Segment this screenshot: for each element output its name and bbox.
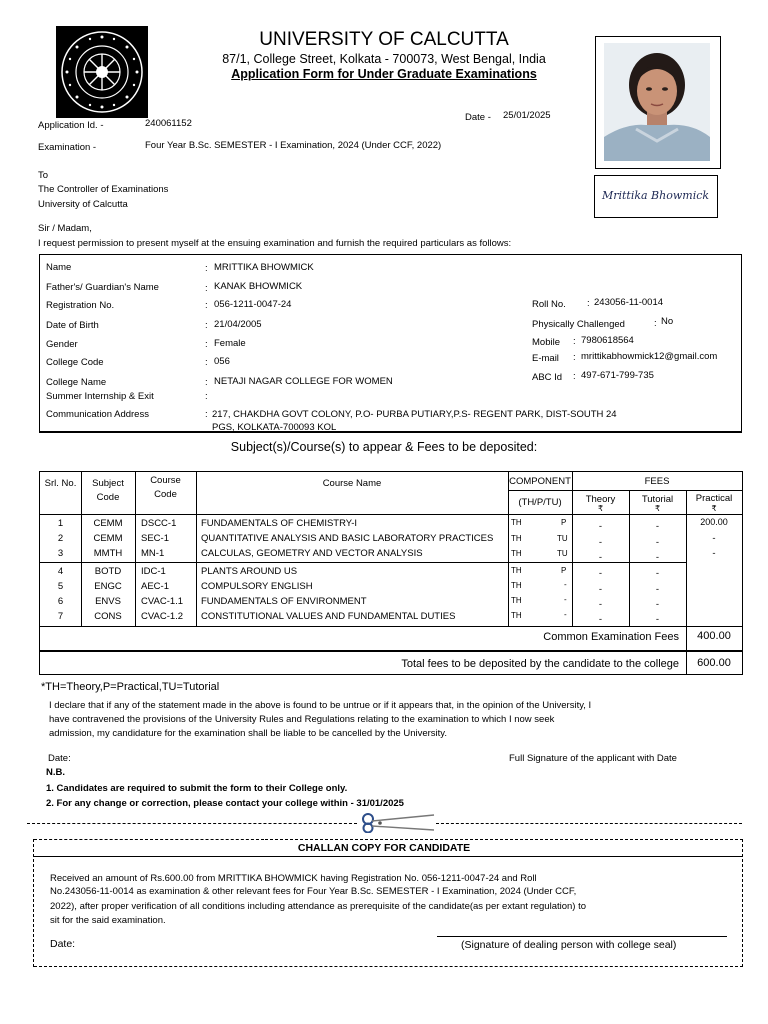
- row-tutorial: -: [655, 599, 660, 610]
- header-theory: Theory: [585, 494, 616, 505]
- table-line: [40, 650, 742, 652]
- challan-title: CHALLAN COPY FOR CANDIDATE: [297, 842, 471, 854]
- challan-line2: No.243056-11-0014 as examination & other relevant fees for Four Year B.Sc. SEMESTER - I Examination, 2024 (Under CCF,: [50, 886, 577, 897]
- row-comp1: TH: [511, 566, 522, 575]
- row-subject: ENVS: [95, 596, 121, 607]
- letter-to: To: [38, 170, 49, 181]
- row-theory: -: [598, 552, 603, 563]
- row-subject: ENGC: [94, 581, 122, 592]
- header-course: Course: [150, 475, 181, 486]
- row-practical: -: [712, 533, 716, 544]
- challan-title-divider: [34, 856, 742, 857]
- abc-id-value: 497-671-799-735: [581, 370, 654, 381]
- row-course: CVAC-1.1: [141, 596, 184, 607]
- row-subject: CONS: [94, 611, 122, 622]
- guardian-label: Father's/ Guardian's Name: [46, 282, 159, 293]
- row-srl: 4: [57, 566, 64, 577]
- row-course: CVAC-1.2: [141, 611, 184, 622]
- letter-addressee1: The Controller of Examinations: [38, 184, 169, 195]
- row-practical: -: [712, 548, 716, 559]
- date-value: 25/01/2025: [503, 110, 551, 121]
- row-course-name: CONSTITUTIONAL VALUES AND FUNDAMENTAL DUTIES: [201, 611, 456, 622]
- cut-line-right: [436, 823, 742, 824]
- registration-label: Registration No.: [46, 300, 115, 311]
- header-fees: FEES: [644, 476, 670, 487]
- declaration-line3: admission, my candidature for the examination shall be liable to be cancelled by the University.: [49, 728, 447, 739]
- form-title: Application Form for Under Graduate Examinations: [231, 67, 537, 81]
- row-tutorial: -: [655, 537, 660, 548]
- row-subject: MMTH: [93, 548, 123, 559]
- row-course: DSCC-1: [141, 518, 177, 529]
- row-comp1: TH: [511, 581, 522, 590]
- letter-request: I request permission to present myself at the ensuing examination and furnish the required particulars as follows:: [38, 238, 512, 249]
- header-course-name: Course Name: [322, 478, 382, 489]
- row-comp2: -: [564, 610, 567, 619]
- row-comp1: TH: [511, 518, 522, 527]
- challan-bottom: [34, 966, 743, 967]
- row-comp2: P: [561, 518, 567, 527]
- colon: :: [205, 377, 208, 388]
- row-course: SEC-1: [141, 533, 169, 544]
- row-course-name: CALCULAS, GEOMETRY AND VECTOR ANALYSIS: [201, 548, 423, 559]
- challan-left: [33, 839, 34, 967]
- row-comp2: -: [564, 595, 567, 604]
- examination-value: Four Year B.Sc. SEMESTER - I Examination, 2024 (Under CCF, 2022): [145, 140, 442, 151]
- header-component: COMPONENT: [509, 476, 571, 487]
- row-comp1: TH: [511, 611, 522, 620]
- guardian-value: KANAK BHOWMICK: [214, 281, 303, 292]
- row-theory: -: [598, 584, 603, 595]
- college-code-label: College Code: [46, 357, 104, 368]
- nb-item1: 1. Candidates are required to submit the form to their College only.: [46, 783, 348, 794]
- colon: :: [205, 283, 208, 294]
- row-comp2: -: [564, 580, 567, 589]
- colon: :: [205, 300, 208, 311]
- nb-title: N.B.: [46, 767, 65, 778]
- row-comp2: TU: [557, 534, 568, 543]
- challan-signature-label: (Signature of dealing person with college seal): [461, 939, 677, 951]
- row-subject: BOTD: [94, 566, 122, 577]
- challan-top: [34, 839, 264, 840]
- total-fee-label: Total fees to be deposited by the candidate to the college: [401, 658, 679, 670]
- total-fee-value: 600.00: [697, 657, 731, 669]
- row-course-name: COMPULSORY ENGLISH: [201, 581, 313, 592]
- table-line: [196, 472, 197, 626]
- row-course: AEC-1: [141, 581, 169, 592]
- application-id-label: Application Id. -: [38, 120, 104, 131]
- row-tutorial: -: [655, 584, 660, 595]
- colon: :: [205, 391, 208, 402]
- dob-label: Date of Birth: [46, 320, 99, 331]
- component-legend: *TH=Theory,P=Practical,TU=Tutorial: [41, 681, 220, 693]
- colon: :: [587, 298, 590, 309]
- challan-signature-line: [437, 936, 727, 937]
- table-line: [508, 472, 509, 626]
- mobile-label: Mobile: [532, 337, 560, 348]
- college-code-value: 056: [214, 356, 230, 367]
- cut-line-left: [27, 823, 357, 824]
- row-theory: -: [598, 537, 603, 548]
- table-line: [40, 514, 742, 515]
- row-subject: CEMM: [93, 533, 123, 544]
- college-name-value: NETAJI NAGAR COLLEGE FOR WOMEN: [214, 376, 393, 387]
- applicant-photo: [595, 36, 721, 169]
- colon: :: [205, 357, 208, 368]
- colon: :: [205, 339, 208, 350]
- common-fee-value: 400.00: [697, 630, 731, 642]
- colon: :: [205, 263, 208, 274]
- row-course: MN-1: [141, 548, 165, 559]
- table-line: [40, 626, 742, 627]
- date-label: Date -: [465, 112, 491, 123]
- applicant-signature: [594, 175, 718, 218]
- address-line2: PGS, KOLKATA-700093 KOL: [212, 422, 337, 431]
- subjects-heading: Subject(s)/Course(s) to appear & Fees to be deposited:: [230, 440, 538, 454]
- email-label: E-mail: [532, 353, 559, 364]
- row-course-name: QUANTITATIVE ANALYSIS AND BASIC LABORATORY PRACTICES: [201, 533, 494, 544]
- declaration-date-label: Date:: [48, 753, 71, 764]
- row-tutorial: -: [655, 521, 660, 532]
- header-practical: Practical: [695, 493, 733, 504]
- college-name-label: College Name: [46, 377, 107, 388]
- row-practical: 200.00: [700, 517, 728, 527]
- row-comp1: TH: [511, 596, 522, 605]
- rupee-symbol: ₹: [597, 504, 604, 513]
- row-tutorial: -: [655, 568, 660, 579]
- colon: :: [573, 371, 576, 382]
- signature-text: Mrittika Bhowmick: [601, 189, 710, 202]
- letter-salutation: Sir / Madam,: [38, 223, 92, 234]
- header-tutorial: Tutorial: [641, 494, 674, 505]
- row-srl: 3: [57, 548, 64, 559]
- row-theory: -: [598, 599, 603, 610]
- email-value: mrittikabhowmick12@gmail.com: [581, 351, 718, 362]
- letter-addressee2: University of Calcutta: [38, 199, 128, 210]
- row-comp2: TU: [557, 549, 568, 558]
- physically-challenged-value: No: [661, 316, 674, 327]
- header-course-code: Code: [154, 489, 177, 500]
- rupee-symbol: ₹: [711, 504, 717, 513]
- details-box: [39, 254, 742, 432]
- colon: :: [573, 336, 576, 347]
- colon: :: [654, 318, 657, 329]
- physically-challenged-label: Physically Challenged: [532, 319, 625, 330]
- row-comp2: P: [561, 566, 567, 575]
- scissors-icon: [358, 813, 436, 833]
- row-course-name: FUNDAMENTALS OF CHEMISTRY-I: [201, 518, 358, 529]
- abc-id-label: ABC Id: [532, 372, 563, 383]
- dob-value: 21/04/2005: [214, 319, 262, 330]
- mobile-value: 7980618564: [581, 335, 634, 346]
- row-subject: CEMM: [93, 518, 123, 529]
- header-subject: Subject: [92, 478, 124, 489]
- row-comp1: TH: [511, 534, 522, 543]
- roll-value: 243056-11-0014: [594, 297, 664, 308]
- address-label: Communication Address: [46, 409, 149, 420]
- challan-line4: sit for the said examination.: [50, 915, 166, 926]
- row-theory: -: [598, 521, 603, 532]
- challan-line1: Received an amount of Rs.600.00 from MRITTIKA BHOWMICK having Registration No. 056-1211-0047-24 and Roll: [50, 873, 537, 884]
- internship-label: Summer Internship & Exit: [46, 391, 154, 402]
- declaration-line2: have contravened the provisions of the University Rules and Regulations relating to the examination to which I now seek: [49, 714, 555, 725]
- row-srl: 6: [57, 596, 64, 607]
- header-subject-code: Code: [96, 492, 120, 503]
- colon: :: [573, 352, 576, 363]
- declaration-line1: I declare that if any of the statement made in the above is found to be untrue or if it appears that, in the opinion of the University, I: [49, 700, 592, 711]
- university-title: UNIVERSITY OF CALCUTTA: [259, 29, 509, 50]
- name-value: MRITTIKA BHOWMICK: [214, 262, 314, 273]
- table-line: [508, 490, 742, 491]
- details-box-bottom: [39, 431, 742, 433]
- gender-value: Female: [214, 338, 246, 349]
- row-course: IDC-1: [141, 566, 166, 577]
- row-srl: 1: [57, 518, 64, 529]
- application-id: 240061152: [145, 118, 192, 129]
- colon: :: [205, 320, 208, 331]
- challan-date-label: Date:: [50, 938, 76, 950]
- registration-value: 056-1211-0047-24: [214, 299, 292, 310]
- rupee-symbol: ₹: [654, 504, 661, 513]
- nb-item2: 2. For any change or correction, please contact your college within - 31/01/2025: [46, 798, 404, 809]
- applicant-signature-label: Full Signature of the applicant with Date: [509, 753, 677, 764]
- row-srl: 7: [57, 611, 64, 622]
- row-theory: -: [598, 614, 603, 625]
- row-course-name: FUNDAMENTALS OF ENVIRONMENT: [201, 596, 367, 607]
- address-line1: 217, CHAKDHA GOVT COLONY, P.O- PURBA PUTIARY,P.S- REGENT PARK, DIST-SOUTH 24: [212, 409, 617, 420]
- name-label: Name: [46, 262, 72, 273]
- common-fee-label: Common Examination Fees: [543, 631, 679, 643]
- header-component-sub: (TH/P/TU): [518, 497, 562, 508]
- row-srl: 5: [57, 581, 64, 592]
- roll-label: Roll No.: [532, 299, 566, 310]
- row-srl: 2: [57, 533, 64, 544]
- row-comp1: TH: [511, 549, 522, 558]
- challan-top: [265, 839, 743, 840]
- row-theory: -: [598, 568, 603, 579]
- row-tutorial: -: [655, 614, 660, 625]
- row-tutorial: -: [655, 552, 660, 563]
- challan-right: [742, 839, 743, 967]
- challan-line3: 2022), after proper verification of all conditions including attendance as prerequisite of the candidate(as per extant regulation) to: [50, 901, 587, 912]
- colon: :: [205, 409, 208, 420]
- examination-label: Examination -: [38, 142, 97, 153]
- university-address: 87/1, College Street, Kolkata - 700073, West Bengal, India: [222, 52, 546, 66]
- row-course-name: PLANTS AROUND US: [201, 566, 298, 577]
- header-srl: Srl. No.: [44, 478, 77, 489]
- gender-label: Gender: [46, 339, 78, 350]
